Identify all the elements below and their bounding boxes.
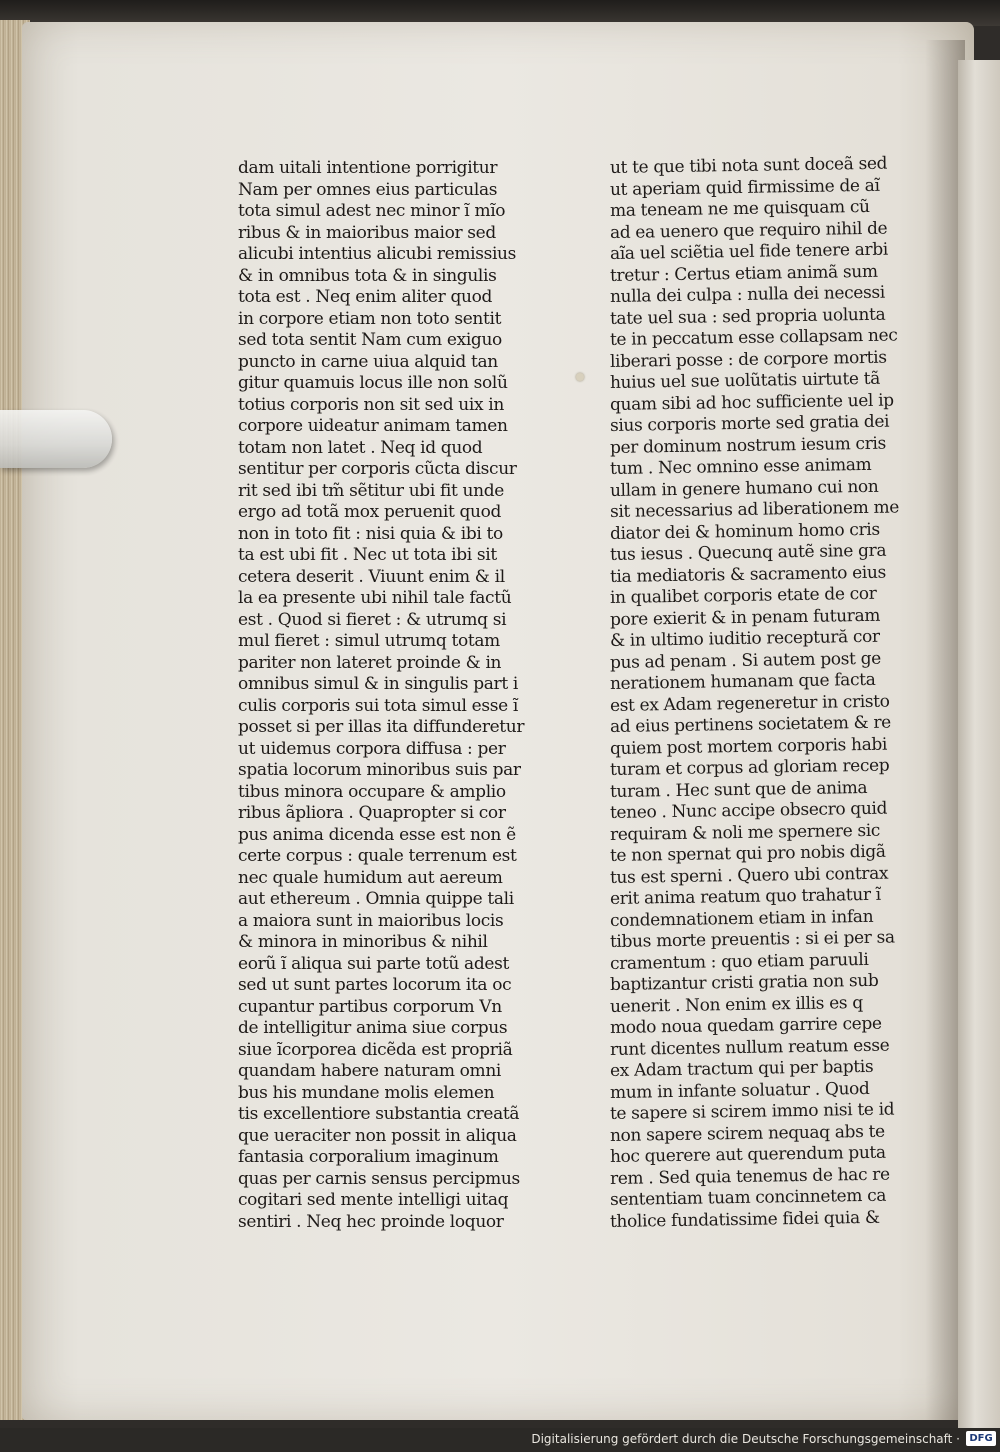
text-line: sit necessarius ad liberationem me bbox=[609, 497, 900, 522]
text-line: ut uidemus corpora diffusa : per bbox=[238, 738, 506, 759]
text-line: requiram & noli me spernere sic bbox=[609, 820, 881, 845]
text-line: baptizantur cristi gratia non sub bbox=[609, 970, 879, 995]
text-line: sius corporis morte sed gratia dei bbox=[609, 411, 890, 436]
text-line: pariter non lateret proinde & in bbox=[238, 652, 502, 673]
text-line: in corpore etiam non toto sentit bbox=[238, 308, 502, 329]
text-line: mul fieret : simul utrumq totam bbox=[238, 631, 500, 651]
text-line: & minora in minoribus & nihil bbox=[238, 932, 488, 952]
text-line: nulla dei culpa : nulla dei necessi bbox=[609, 282, 885, 307]
text-line: siue ĩcorporea dicẽda est propriã bbox=[238, 1039, 513, 1060]
text-line: bus his mundane molis elemen bbox=[238, 1082, 495, 1103]
text-line: ta est ubi fit . Nec ut tota ibi sit bbox=[238, 545, 497, 565]
text-line: ut aperiam quid firmissime de aĩ bbox=[609, 175, 880, 200]
text-line: cetera deserit . Viuunt enim & il bbox=[238, 566, 505, 587]
text-line: dam uitali intentione porrigitur bbox=[238, 158, 498, 178]
text-line: in qualibet corporis etate de cor bbox=[609, 583, 877, 608]
text-line: corpore uideatur animam tamen bbox=[238, 416, 508, 436]
text-line: quas per carnis sensus percipmus bbox=[238, 1168, 520, 1189]
text-line: non in toto fit : nisi quia & ibi to bbox=[238, 523, 503, 544]
text-line: sed ut sunt partes locorum ita oc bbox=[238, 975, 512, 995]
text-line: mum in infante soluatur . Quod bbox=[609, 1078, 870, 1103]
text-line: rem . Sed quia tenemus de hac re bbox=[609, 1164, 890, 1189]
text-line: aĩa uel sciẽtia uel fide tenere arbi bbox=[609, 239, 889, 264]
text-line: culis corporis sui tota simul esse ĩ bbox=[238, 695, 518, 716]
text-line: ergo ad totã mox peruenit quod bbox=[238, 502, 502, 522]
text-line: tibus morte preuentis : si ei per sa bbox=[609, 927, 895, 952]
text-line: que ueraciter non possit in aliqua bbox=[238, 1125, 517, 1146]
text-line: turam . Hec sunt que de anima bbox=[609, 777, 868, 802]
text-line: Nam per omnes eius particulas bbox=[238, 179, 498, 200]
text-line: huius uel sue uolũtatis uirtute tã bbox=[609, 368, 881, 393]
text-line: quam sibi ad hoc sufficiente uel ip bbox=[609, 390, 894, 415]
text-line: cupantur partibus corporum Vn bbox=[238, 996, 502, 1017]
text-line: tis excellentiore substantia creatã bbox=[238, 1104, 520, 1124]
text-line: nerationem humanam que facta bbox=[609, 669, 876, 694]
text-line: tum . Nec omnino esse animam bbox=[609, 454, 872, 479]
text-line: tus est sperni . Quero ubi contrax bbox=[609, 863, 889, 888]
text-line: turam et corpus ad gloriam recep bbox=[609, 755, 890, 780]
text-line: tholice fundatissime fidei quia & bbox=[609, 1207, 880, 1232]
text-line: per dominum nostrum iesum cris bbox=[609, 433, 887, 458]
text-line: te non spernat qui pro nobis digã bbox=[609, 841, 886, 866]
text-line: eorũ ĩ aliqua sui parte totũ adest bbox=[238, 953, 509, 974]
text-line: spatia locorum minoribus suis par bbox=[238, 760, 521, 780]
dfg-logo: DFG bbox=[966, 1431, 996, 1446]
text-line: ex Adam tractum qui per baptis bbox=[609, 1056, 874, 1081]
text-column-left bbox=[238, 158, 548, 1233]
text-line: la ea presente ubi nihil tale factũ bbox=[238, 588, 512, 608]
text-line: omnibus simul & in singulis part i bbox=[238, 674, 518, 694]
text-line: totam non latet . Neq id quod bbox=[238, 437, 483, 458]
text-line: pus anima dicenda esse est non ẽ bbox=[238, 824, 516, 845]
text-line: uenerit . Non enim ex illis es q bbox=[609, 992, 863, 1017]
footer-credit: Digitalisierung gefördert durch die Deutsche Forschungsgemeinschaft · bbox=[531, 1432, 960, 1446]
text-line: tretur : Certus etiam animã sum bbox=[609, 261, 878, 286]
text-line: quiem post mortem corporis habi bbox=[609, 734, 888, 759]
text-line: alicubi intentius alicubi remissius bbox=[238, 244, 517, 264]
text-line: est ex Adam regeneretur in cristo bbox=[609, 691, 890, 716]
text-line: diator dei & hominum homo cris bbox=[609, 519, 880, 544]
text-line: tia mediatoris & sacramento eius bbox=[609, 562, 887, 587]
text-line: pus ad penam . Si autem post ge bbox=[609, 648, 882, 673]
text-line: liberari posse : de corpore mortis bbox=[609, 347, 887, 372]
text-line: erit anima reatum quo trahatur ĩ bbox=[609, 884, 881, 909]
plastic-page-holder bbox=[0, 410, 112, 468]
text-line: rit sed ibi tm̃ sẽtitur ubi fit unde bbox=[238, 480, 504, 501]
text-line: runt dicentes nullum reatum esse bbox=[609, 1035, 890, 1060]
text-line: te in peccatum esse collapsam nec bbox=[609, 325, 898, 350]
text-line: tibus minora occupare & amplio bbox=[238, 781, 506, 802]
text-line: teneo . Nunc accipe obsecro quid bbox=[609, 798, 888, 823]
text-line: hoc querere aut querendum puta bbox=[609, 1142, 886, 1167]
text-line: sentiri . Neq hec proinde loquor bbox=[238, 1211, 504, 1232]
text-line: ut te que tibi nota sunt doceã sed bbox=[609, 153, 888, 178]
text-line: aut ethereum . Omnia quippe tali bbox=[238, 889, 514, 909]
text-line: condemnationem etiam in infan bbox=[609, 906, 874, 931]
facing-page-edge bbox=[958, 60, 1000, 1430]
text-line: cogitari sed mente intelligi uitaq bbox=[238, 1190, 509, 1210]
text-line: ribus & in maioribus maior sed bbox=[238, 222, 496, 243]
text-line: gitur quamuis locus ille non solũ bbox=[238, 373, 508, 393]
text-line: non sapere scirem nequaq abs te bbox=[609, 1121, 885, 1146]
text-line: puncto in carne uiua alquid tan bbox=[238, 351, 498, 372]
text-line: tota simul adest nec minor ĩ mĩo bbox=[238, 201, 506, 221]
text-line: pore exierit & in penam futuram bbox=[609, 605, 881, 630]
text-line: & in omnibus tota & in singulis bbox=[238, 265, 497, 286]
text-line: de intelligitur anima siue corpus bbox=[238, 1018, 508, 1038]
text-line: ad ea uenero que requiro nihil de bbox=[609, 218, 888, 243]
text-line: sententiam tuam concinnetem ca bbox=[609, 1185, 887, 1210]
text-line: ullam in genere humano cui non bbox=[609, 476, 879, 501]
text-line: modo noua quedam garrire cepe bbox=[609, 1013, 882, 1038]
text-line: est . Quod si fieret : & utrumq si bbox=[238, 609, 507, 630]
text-line: a maiora sunt in maioribus locis bbox=[238, 910, 504, 931]
text-line: te sapere si scirem immo nisi te id bbox=[609, 1099, 895, 1124]
text-line: ribus ãpliora . Quapropter si cor bbox=[238, 803, 506, 823]
text-line: totius corporis non sit sed uix in bbox=[238, 394, 504, 415]
text-line: & in ultimo iuditio receptură cor bbox=[609, 626, 880, 651]
text-line: quandam habere naturam omni bbox=[238, 1061, 502, 1081]
text-line: fantasia corporalium imaginum bbox=[238, 1147, 499, 1167]
text-line: certe corpus : quale terrenum est bbox=[238, 846, 517, 866]
paper-spot bbox=[576, 373, 584, 381]
text-line: tus iesus . Quecunq autẽ sine gra bbox=[609, 540, 887, 565]
text-line: tate uel sua : sed propria uolunta bbox=[609, 304, 886, 329]
text-line: ma teneam ne me quisquam cũ bbox=[609, 196, 870, 221]
text-column-right bbox=[609, 153, 910, 1233]
text-line: nec quale humidum aut aereum bbox=[238, 867, 503, 888]
text-line: sentitur per corporis cũcta discur bbox=[238, 459, 517, 479]
text-line: sed tota sentit Nam cum exiguo bbox=[238, 330, 502, 350]
text-line: tota est . Neq enim aliter quod bbox=[238, 287, 492, 307]
text-line: ad eius pertinens societatem & re bbox=[609, 712, 892, 737]
text-line: cramentum : quo etiam paruuli bbox=[609, 949, 869, 974]
text-line: posset si per illas ita diffunderetur bbox=[238, 717, 525, 737]
